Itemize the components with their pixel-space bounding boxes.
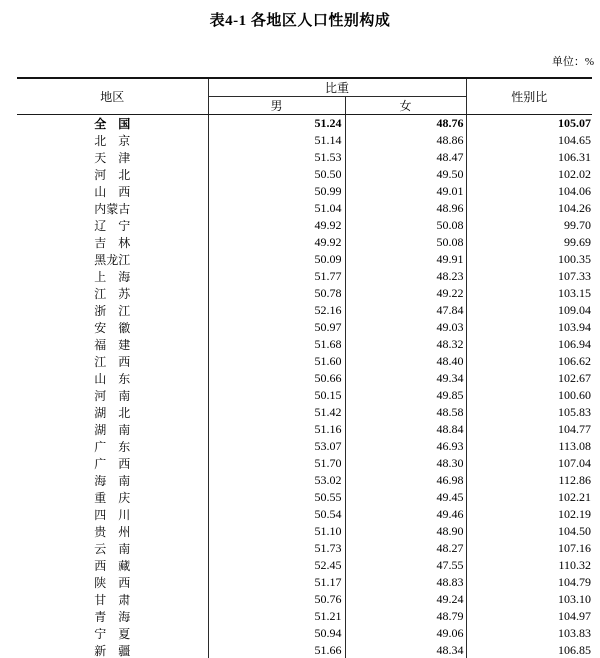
sex-ratio-value-cell: 102.19 — [558, 507, 592, 521]
sex-ratio-value-cell: 99.70 — [564, 218, 592, 232]
table-row — [17, 574, 592, 591]
table-row — [17, 217, 592, 234]
table-header — [17, 78, 592, 115]
female-value-cell: 46.93 — [345, 438, 466, 455]
sex-ratio-value-cell: 105.83 — [558, 405, 592, 419]
region-cell: 山 东 — [17, 370, 208, 387]
region-cell: 广 西 — [17, 455, 208, 472]
region-cell: 安 徽 — [17, 319, 208, 336]
region-cell: 陕 西 — [17, 574, 208, 591]
table-row — [17, 251, 592, 268]
table-row — [17, 455, 592, 472]
table-row — [17, 370, 592, 387]
male-value-cell: 51.17 — [208, 574, 345, 591]
sex-ratio-value-cell: 103.15 — [558, 286, 592, 300]
sex-ratio-value-cell: 104.06 — [558, 184, 592, 198]
sex-ratio-value-cell: 106.31 — [558, 150, 592, 164]
table-row — [17, 387, 592, 404]
table-row — [17, 506, 592, 523]
male-value-cell: 51.73 — [208, 540, 345, 557]
male-value-cell: 50.15 — [208, 387, 345, 404]
female-value-cell: 49.06 — [345, 625, 466, 642]
table-row — [17, 183, 592, 200]
table-row — [17, 404, 592, 421]
male-value-cell: 51.77 — [208, 268, 345, 285]
region-cell: 新 疆 — [17, 642, 208, 658]
region-cell: 黑龙江 — [17, 251, 208, 268]
male-value-cell: 51.24 — [208, 115, 345, 133]
table-row — [17, 285, 592, 302]
region-cell: 江 西 — [17, 353, 208, 370]
female-value-cell: 49.03 — [345, 319, 466, 336]
sex-ratio-value-cell: 107.04 — [558, 456, 592, 470]
male-value-cell: 51.70 — [208, 455, 345, 472]
table-row — [17, 625, 592, 642]
female-value-cell: 49.01 — [345, 183, 466, 200]
male-value-cell: 53.02 — [208, 472, 345, 489]
female-value-cell: 49.85 — [345, 387, 466, 404]
table-row — [17, 608, 592, 625]
region-cell: 北 京 — [17, 132, 208, 149]
male-value-cell: 50.99 — [208, 183, 345, 200]
region-cell: 上 海 — [17, 268, 208, 285]
sex-composition-table — [17, 77, 592, 658]
table-row — [17, 319, 592, 336]
table-row — [17, 132, 592, 149]
region-cell: 江 苏 — [17, 285, 208, 302]
male-value-cell: 51.53 — [208, 149, 345, 166]
sex-ratio-value-cell: 106.62 — [558, 354, 592, 368]
female-value-cell: 48.27 — [345, 540, 466, 557]
region-cell: 山 西 — [17, 183, 208, 200]
male-value-cell: 51.16 — [208, 421, 345, 438]
table-body — [17, 115, 592, 658]
table-row — [17, 234, 592, 251]
sex-ratio-value-cell: 113.08 — [558, 439, 592, 453]
region-cell: 辽 宁 — [17, 217, 208, 234]
female-value-cell: 46.98 — [345, 472, 466, 489]
region-cell: 海 南 — [17, 472, 208, 489]
table-row — [17, 149, 592, 166]
sex-ratio-value-cell: 109.04 — [558, 303, 592, 317]
male-value-cell: 49.92 — [208, 234, 345, 251]
male-value-cell: 50.66 — [208, 370, 345, 387]
column-header-region: 地区 — [17, 78, 208, 115]
region-cell: 广 东 — [17, 438, 208, 455]
table-row — [17, 353, 592, 370]
female-value-cell: 48.23 — [345, 268, 466, 285]
sex-ratio-value-cell: 102.02 — [558, 167, 592, 181]
region-cell: 福 建 — [17, 336, 208, 353]
sex-ratio-value-cell: 106.94 — [558, 337, 592, 351]
female-value-cell: 50.08 — [345, 217, 466, 234]
sex-ratio-value-cell: 103.94 — [558, 320, 592, 334]
female-value-cell: 48.40 — [345, 353, 466, 370]
female-value-cell: 48.32 — [345, 336, 466, 353]
female-value-cell: 48.83 — [345, 574, 466, 591]
male-value-cell: 51.21 — [208, 608, 345, 625]
column-header-sex-ratio: 性别比 — [466, 78, 592, 115]
sex-ratio-value-cell: 110.32 — [558, 558, 592, 572]
female-value-cell: 48.76 — [345, 115, 466, 133]
region-cell: 贵 州 — [17, 523, 208, 540]
male-value-cell: 51.14 — [208, 132, 345, 149]
female-value-cell: 49.24 — [345, 591, 466, 608]
region-cell: 四 川 — [17, 506, 208, 523]
female-value-cell: 49.46 — [345, 506, 466, 523]
sex-ratio-value-cell: 112.86 — [558, 473, 592, 487]
male-value-cell: 52.16 — [208, 302, 345, 319]
female-value-cell: 48.90 — [345, 523, 466, 540]
unit-label: 单位：% — [551, 56, 594, 68]
male-value-cell: 50.78 — [208, 285, 345, 302]
female-value-cell: 48.58 — [345, 404, 466, 421]
page-title: 表4-1 各地区人口性别构成 — [209, 13, 391, 29]
table-row — [17, 591, 592, 608]
male-value-cell: 51.66 — [208, 642, 345, 658]
table-row — [17, 336, 592, 353]
table-row — [17, 557, 592, 574]
male-value-cell: 50.94 — [208, 625, 345, 642]
sex-ratio-value-cell: 104.65 — [558, 133, 592, 147]
male-value-cell: 53.07 — [208, 438, 345, 455]
sex-ratio-value-cell: 102.67 — [558, 371, 592, 385]
sex-ratio-value-cell: 104.26 — [558, 201, 592, 215]
female-value-cell: 48.86 — [345, 132, 466, 149]
column-header-proportion: 比重 — [208, 78, 466, 97]
sex-ratio-value-cell: 103.83 — [558, 626, 592, 640]
region-cell: 内蒙古 — [17, 200, 208, 217]
region-cell: 全 国 — [17, 115, 208, 133]
male-value-cell: 50.09 — [208, 251, 345, 268]
sex-ratio-value-cell: 104.77 — [558, 422, 592, 436]
sex-ratio-value-cell: 107.16 — [558, 541, 592, 555]
female-value-cell: 48.47 — [345, 149, 466, 166]
sex-ratio-value-cell: 104.79 — [558, 575, 592, 589]
female-value-cell: 47.55 — [345, 557, 466, 574]
female-value-cell: 47.84 — [345, 302, 466, 319]
female-value-cell: 49.22 — [345, 285, 466, 302]
female-value-cell: 49.91 — [345, 251, 466, 268]
region-cell: 云 南 — [17, 540, 208, 557]
sex-ratio-value-cell: 106.85 — [558, 643, 592, 657]
region-cell: 西 藏 — [17, 557, 208, 574]
female-value-cell: 48.34 — [345, 642, 466, 658]
region-cell: 吉 林 — [17, 234, 208, 251]
female-value-cell: 49.34 — [345, 370, 466, 387]
female-value-cell: 48.96 — [345, 200, 466, 217]
region-cell: 河 南 — [17, 387, 208, 404]
region-cell: 重 庆 — [17, 489, 208, 506]
female-value-cell: 48.79 — [345, 608, 466, 625]
table-row — [17, 421, 592, 438]
female-value-cell: 49.45 — [345, 489, 466, 506]
sex-ratio-value-cell: 100.60 — [558, 388, 592, 402]
female-value-cell: 48.30 — [345, 455, 466, 472]
male-value-cell: 51.60 — [208, 353, 345, 370]
sex-ratio-value-cell: 102.21 — [558, 490, 592, 504]
male-value-cell: 51.04 — [208, 200, 345, 217]
male-value-cell: 49.92 — [208, 217, 345, 234]
female-value-cell: 50.08 — [345, 234, 466, 251]
sex-ratio-value-cell: 100.35 — [558, 252, 592, 266]
male-value-cell: 50.97 — [208, 319, 345, 336]
header-row-top — [17, 78, 592, 97]
table-row — [17, 115, 592, 133]
region-cell: 浙 江 — [17, 302, 208, 319]
table-row — [17, 166, 592, 183]
sex-ratio-value-cell: 107.33 — [558, 269, 592, 283]
table-row — [17, 302, 592, 319]
column-header-male: 男 — [208, 97, 345, 115]
male-value-cell: 51.42 — [208, 404, 345, 421]
region-cell: 宁 夏 — [17, 625, 208, 642]
column-header-female: 女 — [345, 97, 466, 115]
male-value-cell: 50.54 — [208, 506, 345, 523]
male-value-cell: 50.76 — [208, 591, 345, 608]
region-cell: 湖 北 — [17, 404, 208, 421]
male-value-cell: 51.68 — [208, 336, 345, 353]
male-value-cell: 52.45 — [208, 557, 345, 574]
sex-ratio-value-cell: 103.10 — [558, 592, 592, 606]
table-row — [17, 438, 592, 455]
female-value-cell: 48.84 — [345, 421, 466, 438]
male-value-cell: 50.55 — [208, 489, 345, 506]
region-cell: 湖 南 — [17, 421, 208, 438]
female-value-cell: 49.50 — [345, 166, 466, 183]
table-row — [17, 523, 592, 540]
table-row — [17, 540, 592, 557]
region-cell: 河 北 — [17, 166, 208, 183]
table-row — [17, 489, 592, 506]
sex-ratio-value-cell: 99.69 — [564, 235, 592, 249]
table-row — [17, 268, 592, 285]
male-value-cell: 50.50 — [208, 166, 345, 183]
sex-ratio-value-cell: 104.50 — [558, 524, 592, 538]
table-row — [17, 472, 592, 489]
sex-ratio-value-cell: 104.97 — [558, 609, 592, 623]
region-cell: 青 海 — [17, 608, 208, 625]
region-cell: 甘 肃 — [17, 591, 208, 608]
table-row — [17, 642, 592, 658]
region-cell: 天 津 — [17, 149, 208, 166]
sex-ratio-value-cell: 105.07 — [558, 116, 592, 130]
table-row — [17, 200, 592, 217]
male-value-cell: 51.10 — [208, 523, 345, 540]
